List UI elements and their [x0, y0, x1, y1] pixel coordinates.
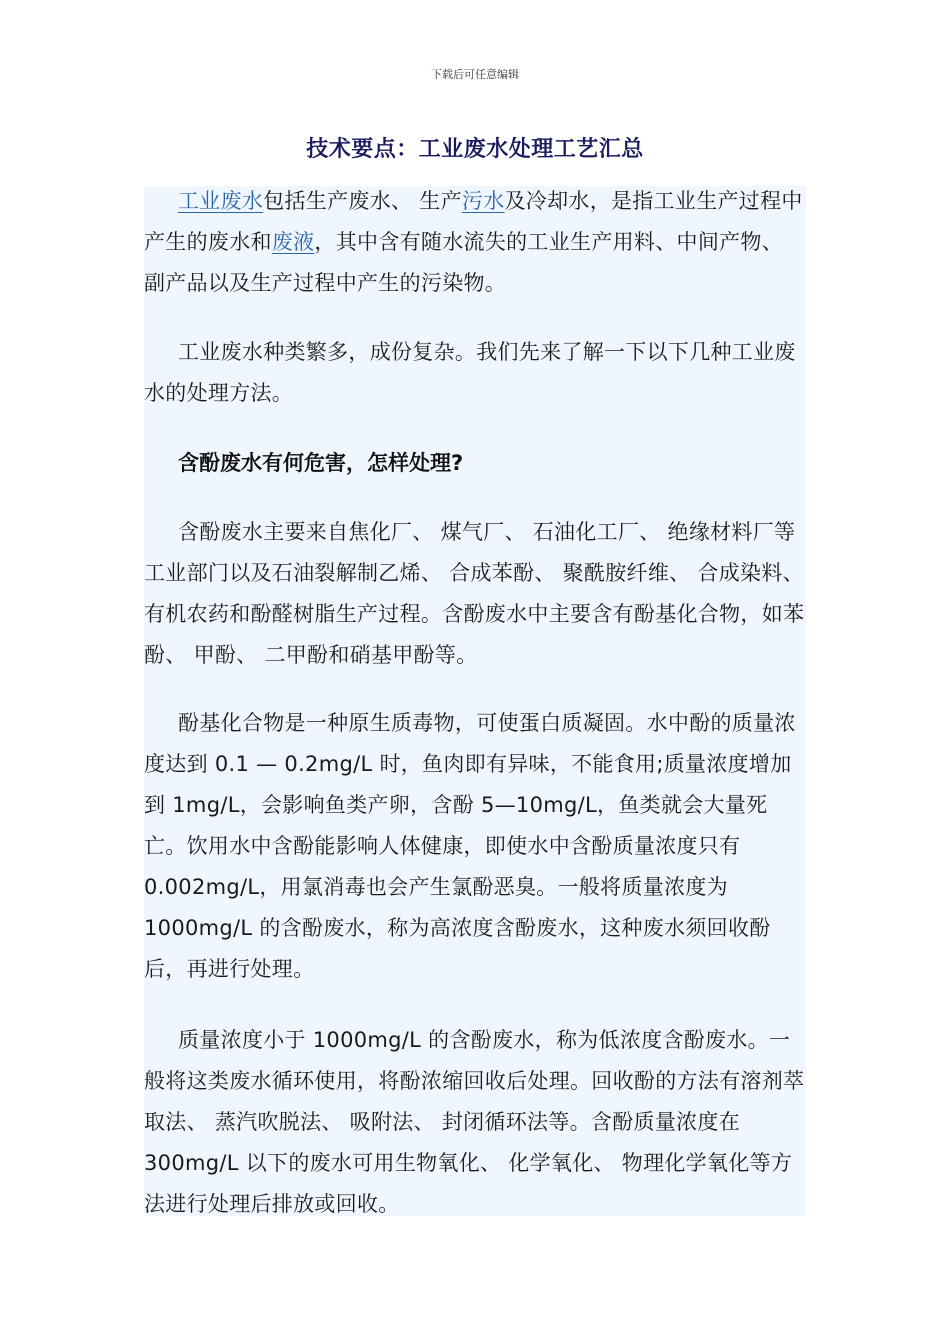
- section-heading-phenol: 含酚废水有何危害，怎样处理?: [178, 451, 464, 475]
- paragraph-phenol-sources: 含酚废水主要来自焦化厂、 煤气厂、 石油化工厂、 绝缘材料厂等工业部门以及石油裂解制乙烯、 合成苯酚、 聚酰胺纤维、 合成染料、 有机农药和酚醛树脂生产过程。含酚废水中主要含有酚基化合物，如苯酚、 甲酚、 二甲酚和硝基甲酚等。: [144, 520, 805, 667]
- link-sewage[interactable]: 污水: [461, 189, 505, 213]
- paragraph-phenol-hazards: 酚基化合物是一种原生质毒物，可使蛋白质凝固。水中酚的质量浓度达到 0.1 — 0.2mg/L 时，鱼肉即有异味，不能食用;质量浓度增加到 1mg/L，会影响鱼类产卵，含酚 5—10mg/L，鱼类就会大量死亡。饮用水中含酚能影响人体健康，即使水中含酚质量浓度只有 0.002mg/L，用氯消毒也会产生氯酚恶臭。一般将质量浓度为 1000mg/L 的含酚废水，称为高浓度含酚废水，这种废水须回收酚后，再进行处理。: [144, 711, 796, 981]
- paragraph-intro: 工业废水包括生产废水、 生产污水及冷却水，是指工业生产过程中产生的废水和废液，其中含有随水流失的工业生产用料、中间产物、 副产品以及生产过程中产生的污染物。: [144, 189, 803, 295]
- paragraph-types: 工业废水种类繁多，成份复杂。我们先来了解一下以下几种工业废水的处理方法。: [144, 340, 796, 405]
- header-note: 下载后可任意编辑: [431, 68, 519, 81]
- page-title: 技术要点：工业废水处理工艺汇总: [306, 137, 644, 162]
- link-waste-liquid[interactable]: 废液: [271, 230, 315, 254]
- paragraph-low-concentration: 质量浓度小于 1000mg/L 的含酚废水，称为低浓度含酚废水。一般将这类废水循环使用，将酚浓缩回收后处理。回收酚的方法有溶剂萃取法、 蒸汽吹脱法、 吸附法、 封闭循环法等。含酚质量浓度在 300mg/L 以下的废水可用生物氧化、 化学氧化、 物理化学氧化等方法进行处理后排放或回收。: [144, 1028, 805, 1216]
- link-industrial-wastewater[interactable]: 工业废水: [178, 189, 264, 213]
